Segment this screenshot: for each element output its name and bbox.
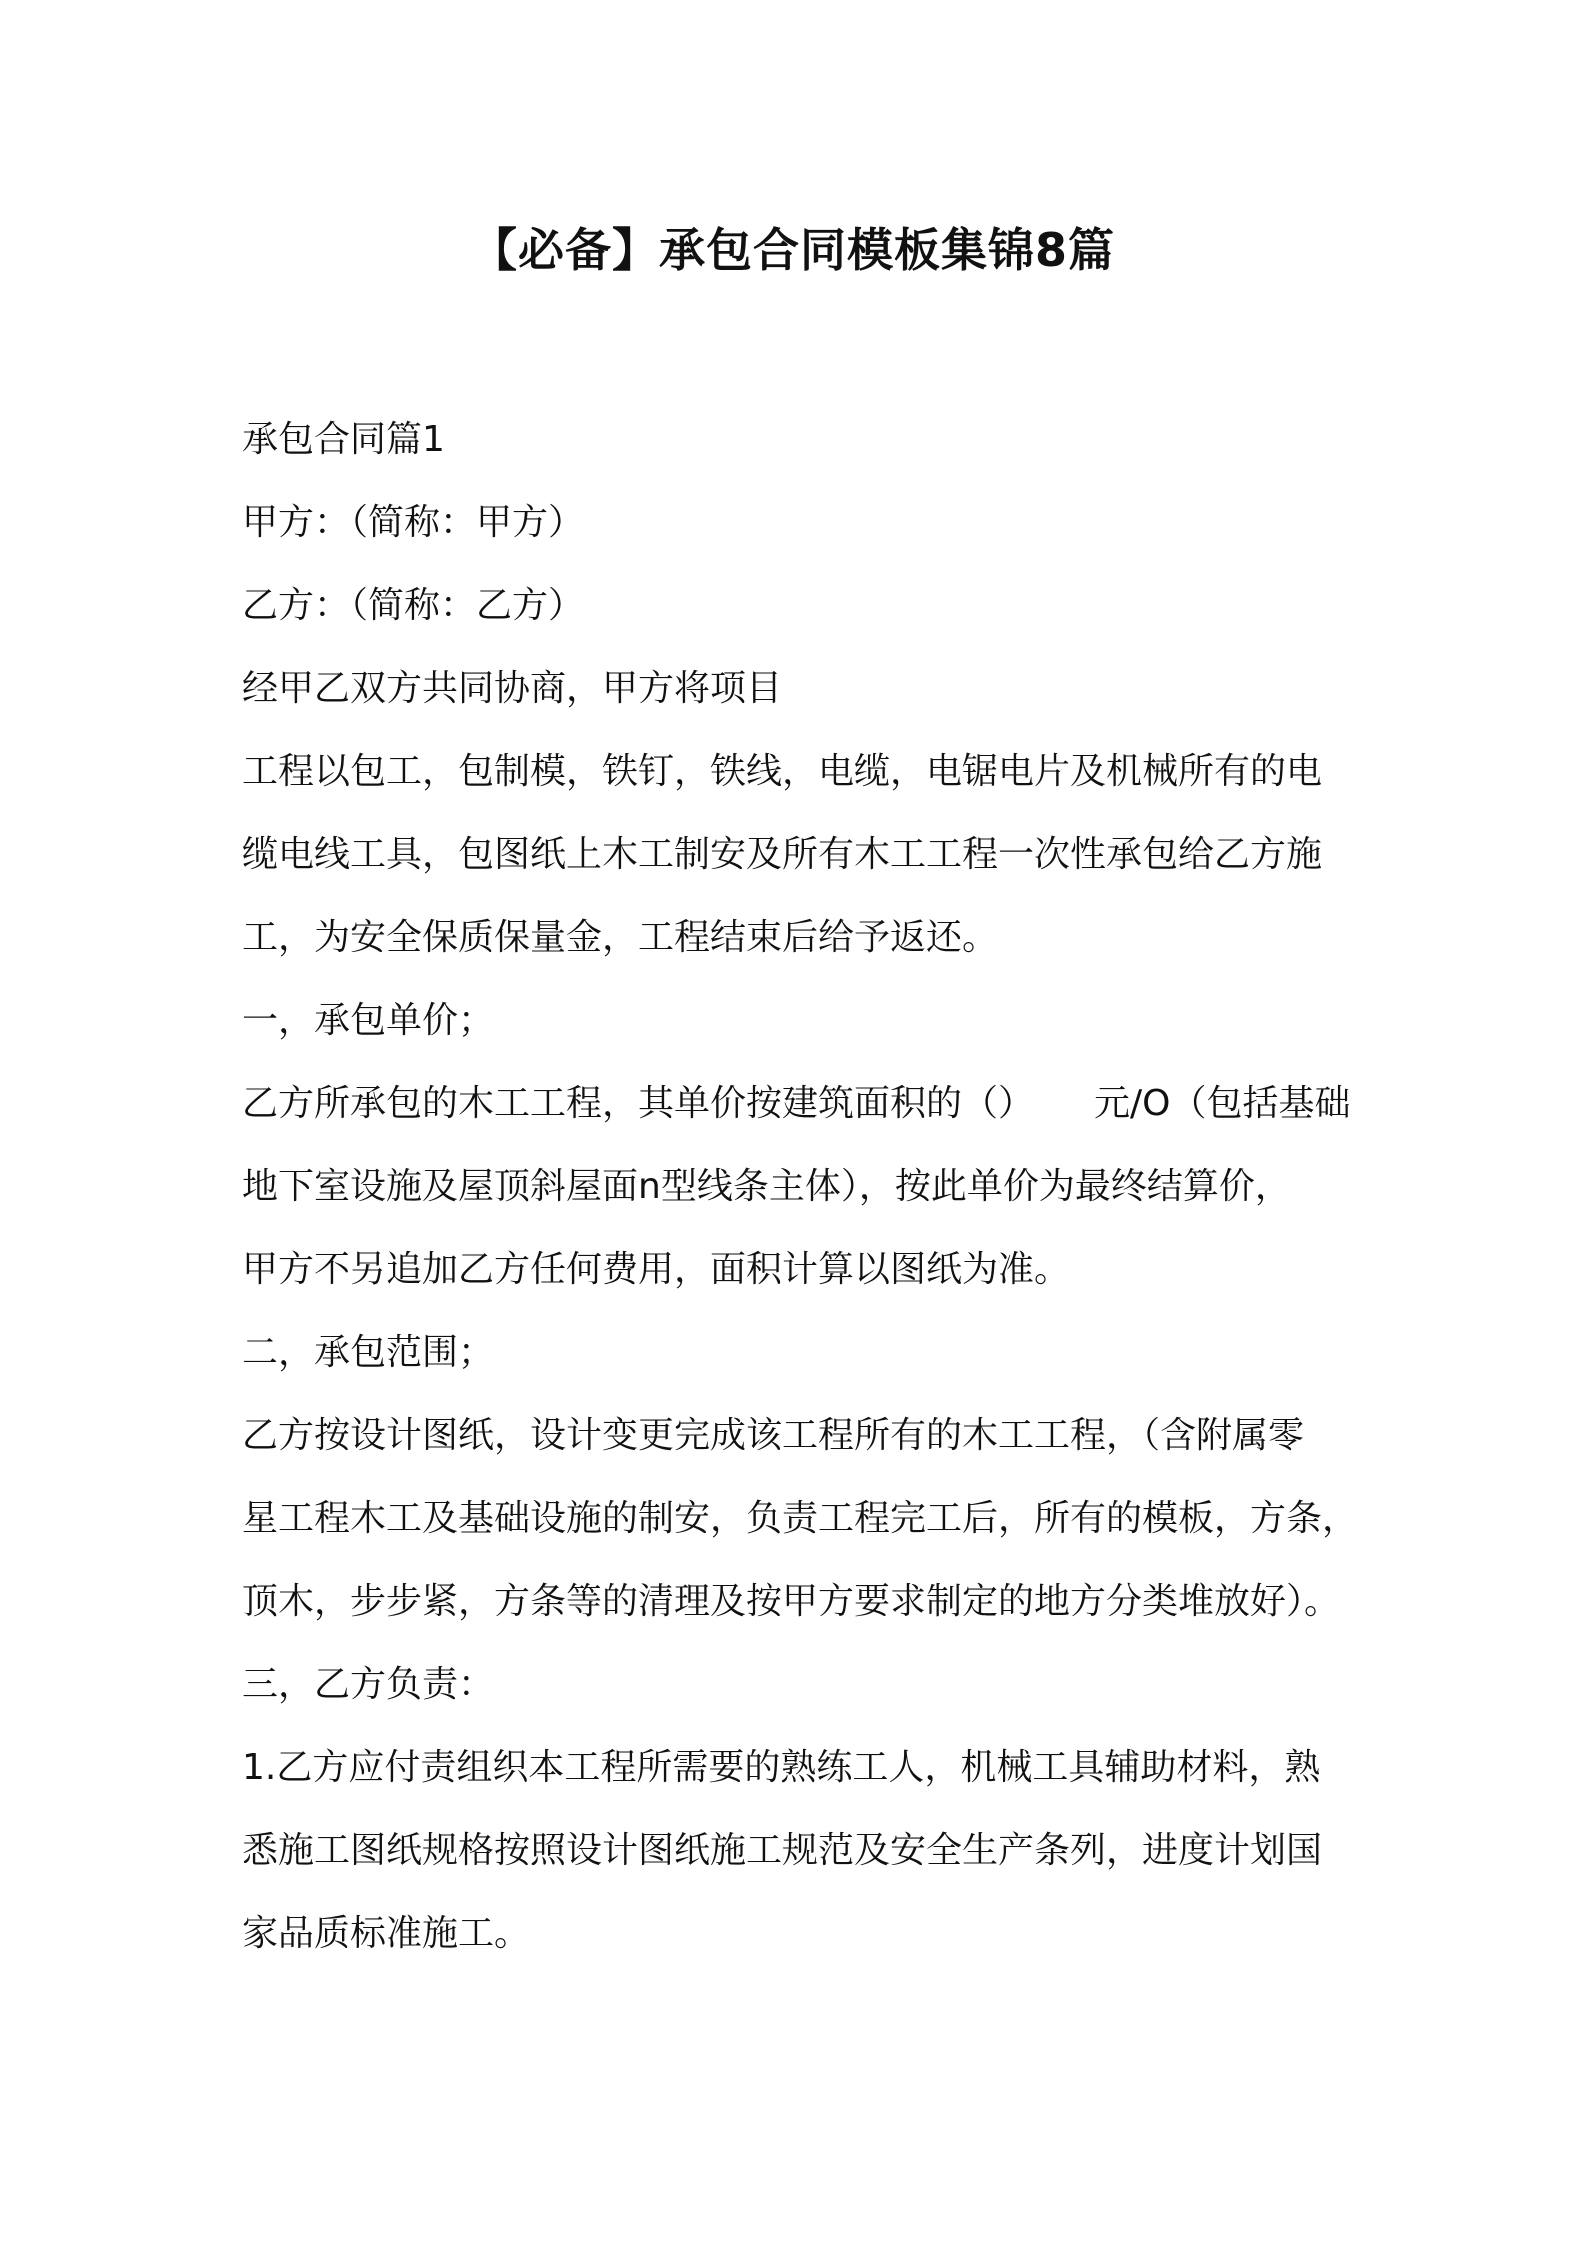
paragraph-line: 家品质标准施工。 (242, 1913, 531, 1954)
paragraph-line: 甲方不另追加乙方任何费用，面积计算以图纸为准。 (242, 1249, 1071, 1290)
party-b-line: 乙方：（简称：乙方） (242, 585, 585, 626)
unit-price-text-part-1: 乙方所承包的木工工程，其单价按建筑面积的（） (242, 1083, 1035, 1124)
section-heading-unit-price: 一，承包单价； (242, 1000, 495, 1041)
paragraph-line: 经甲乙双方共同协商，甲方将项目 (242, 668, 783, 709)
paragraph-line: 顶木，步步紧，方条等的清理及按甲方要求制定的地方分类堆放好）。 (242, 1581, 1341, 1622)
section-heading-party-b-responsibilities: 三，乙方负责： (242, 1664, 495, 1705)
paragraph-line: 乙方按设计图纸，设计变更完成该工程所有的木工工程，（含附属零 (242, 1415, 1305, 1456)
unit-price-text-part-2: 元/O（包括基础 (1094, 1083, 1351, 1124)
paragraph-line: 地下室设施及屋顶斜屋面n型线条主体），按此单价为最终结算价， (242, 1166, 1291, 1207)
paragraph-line-unit-price (242, 1062, 1372, 1145)
paragraph-line: 缆电线工具，包图纸上木工制安及所有木工工程一次性承包给乙方施 (242, 834, 1323, 875)
paragraph-line: 工，为安全保质保量金，工程结束后给予返还。 (242, 917, 999, 958)
paragraph-line: 悉施工图纸规格按照设计图纸施工规范及安全生产条列，进度计划国 (242, 1830, 1323, 1871)
paragraph-line: 星工程木工及基础设施的制安，负责工程完工后，所有的模板，方条， (242, 1498, 1359, 1539)
paragraph-line: 工程以包工，包制模，铁钉，铁线，电缆，电锯电片及机械所有的电 (242, 751, 1323, 792)
document-body (242, 398, 1372, 1975)
section-heading-scope: 二，承包范围； (242, 1332, 495, 1373)
party-a-line: 甲方：（简称：甲方） (242, 502, 585, 543)
document-title: 【必备】承包合同模板集锦8篇 (470, 223, 1115, 277)
paragraph-line: 1.乙方应付责组织本工程所需要的熟练工人，机械工具辅助材料，熟 (242, 1747, 1321, 1788)
section-heading-contract-1: 承包合同篇1 (242, 419, 445, 460)
